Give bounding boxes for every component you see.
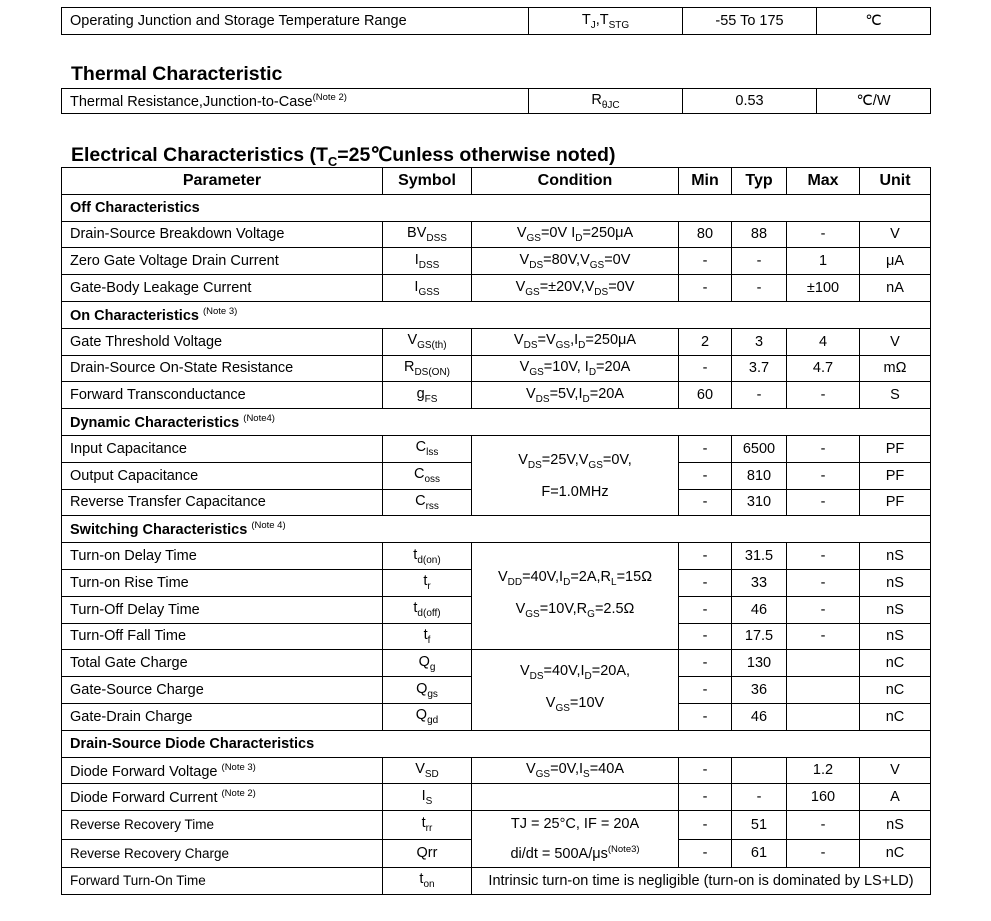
symbol-cell: $t_f$	[383, 623, 472, 650]
parameter-cell: Drain-Source Breakdown Voltage	[62, 221, 383, 248]
condition-cell: Intrinsic turn-on time is negligible (turn-on is dominated by LS+LD)	[472, 867, 931, 894]
min-cell: -	[679, 489, 732, 516]
typ-cell: 51	[732, 811, 787, 839]
min-cell: -	[679, 569, 732, 596]
typ-cell: 310	[732, 489, 787, 516]
min-cell: -	[679, 543, 732, 570]
typ-cell: -	[732, 784, 787, 811]
symbol-cell: $t_{d(off)}$	[383, 596, 472, 623]
symbol-cell: $Q_{gd}$	[383, 703, 472, 730]
parameter-cell: Reverse Recovery Time	[62, 811, 383, 839]
unit-cell: nS	[860, 623, 931, 650]
condition-cell: $V_{DS}=5V,I_D=20A$	[472, 382, 679, 409]
typ-cell: -	[732, 275, 787, 302]
typ-cell: 130	[732, 650, 787, 677]
condition-cell: $V_{DS}=80V,V_{GS}=0V$	[472, 248, 679, 275]
electrical-heading: Electrical Characteristics ($T_C=25℃unless$ otherwise noted)	[71, 144, 616, 169]
parameter-cell: Diode Forward Current $^{(Note 2)}$	[62, 784, 383, 811]
min-cell: 80	[679, 221, 732, 248]
parameter-cell: Turn-on Rise Time	[62, 569, 383, 596]
min-cell: -	[679, 811, 732, 839]
table-row	[62, 543, 931, 570]
typ-cell: 61	[732, 839, 787, 867]
condition-cell: $V_{DD}=40V,I_D=2A,R_L=15\Omega$ $V_{GS}=10V,R_G=2.5\Omega$	[472, 543, 679, 650]
symbol-cell: $R_{DS(ON)}$	[383, 355, 472, 382]
unit-cell: mΩ	[860, 355, 931, 382]
max-cell: -	[787, 382, 860, 409]
symbol-cell: Qrr	[383, 839, 472, 867]
unit-cell: S	[860, 382, 931, 409]
min-cell: -	[679, 784, 732, 811]
electrical-table	[61, 167, 931, 895]
parameter-cell: Gate-Body Leakage Current	[62, 275, 383, 302]
min-cell: -	[679, 623, 732, 650]
max-cell: -	[787, 623, 860, 650]
header-max: Max	[787, 168, 860, 195]
parameter-cell: Zero Gate Voltage Drain Current	[62, 248, 383, 275]
min-cell: -	[679, 650, 732, 677]
unit-cell: PF	[860, 489, 931, 516]
value-cell: -55 To 175	[683, 8, 817, 35]
parameter-cell: Forward Turn-On Time	[62, 867, 383, 894]
symbol-cell: $t_{d(on)}$	[383, 543, 472, 570]
symbol-cell: $C_{rss}$	[383, 489, 472, 516]
table-row	[62, 355, 931, 382]
symbol-cell: $V_{GS(th)}$	[383, 328, 472, 355]
typ-cell: 31.5	[732, 543, 787, 570]
max-cell: 4	[787, 328, 860, 355]
max-cell: ±100	[787, 275, 860, 302]
table-row	[62, 757, 931, 784]
max-cell: -	[787, 543, 860, 570]
min-cell: -	[679, 839, 732, 867]
table-row	[62, 8, 931, 35]
min-cell: 2	[679, 328, 732, 355]
parameter-cell: Operating Junction and Storage Temperature Range	[62, 8, 529, 35]
parameter-cell: Drain-Source On-State Resistance	[62, 355, 383, 382]
max-cell: -	[787, 811, 860, 839]
symbol-cell: $I_{DSS}$	[383, 248, 472, 275]
header-typ: Typ	[732, 168, 787, 195]
condition-cell: TJ = 25°C, IF = 20A $di/dt = 500A/\mu s^{(Note3)}$	[472, 811, 679, 868]
typ-cell: 810	[732, 462, 787, 489]
condition-cell: $V_{GS}=0V,I_S=40A$	[472, 757, 679, 784]
table-row	[62, 328, 931, 355]
header-parameter: Parameter	[62, 168, 383, 195]
condition-cell: $V_{DS}=40V,I_D=20A$, $V_{GS}=10V$	[472, 650, 679, 730]
symbol-cell: $g_{FS}$	[383, 382, 472, 409]
unit-cell: nC	[860, 677, 931, 704]
parameter-cell: Gate-Drain Charge	[62, 703, 383, 730]
table-row	[62, 248, 931, 275]
section-row	[62, 194, 931, 221]
parameter-cell: Turn-Off Delay Time	[62, 596, 383, 623]
max-cell: -	[787, 489, 860, 516]
unit-cell: nS	[860, 596, 931, 623]
section-title: Dynamic Characteristics $^{(Note4)}$	[62, 409, 931, 436]
unit-cell: nS	[860, 569, 931, 596]
unit-cell: V	[860, 328, 931, 355]
parameter-cell: Forward Transconductance	[62, 382, 383, 409]
thermal-table	[61, 88, 931, 114]
typ-cell: -	[732, 248, 787, 275]
max-cell: -	[787, 569, 860, 596]
symbol-cell: $C_{oss}$	[383, 462, 472, 489]
unit-cell: PF	[860, 462, 931, 489]
table-row	[62, 784, 931, 811]
header-unit: Unit	[860, 168, 931, 195]
header-min: Min	[679, 168, 732, 195]
table-row	[62, 811, 931, 839]
section-row	[62, 409, 931, 436]
section-row	[62, 516, 931, 543]
typ-cell	[732, 757, 787, 784]
header-symbol: Symbol	[383, 168, 472, 195]
condition-cell	[472, 784, 679, 811]
parameter-cell: Gate Threshold Voltage	[62, 328, 383, 355]
typ-cell: 33	[732, 569, 787, 596]
unit-cell: ℃	[817, 8, 931, 35]
symbol-cell: $V_{SD}$	[383, 757, 472, 784]
section-row	[62, 301, 931, 328]
thermal-heading: Thermal Characteristic	[71, 63, 283, 85]
max-cell	[787, 650, 860, 677]
typ-cell: 3	[732, 328, 787, 355]
max-cell: -	[787, 596, 860, 623]
parameter-cell: Gate-Source Charge	[62, 677, 383, 704]
table-row	[62, 89, 931, 114]
unit-cell: nS	[860, 543, 931, 570]
typ-cell: 36	[732, 677, 787, 704]
table-row	[62, 275, 931, 302]
max-cell: 160	[787, 784, 860, 811]
parameter-cell: Reverse Recovery Charge	[62, 839, 383, 867]
symbol-cell: $T_J,T_{STG}$	[529, 8, 683, 35]
max-cell: -	[787, 435, 860, 462]
table-row	[62, 221, 931, 248]
min-cell: -	[679, 757, 732, 784]
unit-cell: nC	[860, 703, 931, 730]
section-row	[62, 730, 931, 757]
unit-cell: V	[860, 221, 931, 248]
condition-cell: $V_{GS}=10V$, $I_D=20A$	[472, 355, 679, 382]
max-cell	[787, 703, 860, 730]
unit-cell: PF	[860, 435, 931, 462]
section-title: Switching Characteristics $^{(Note 4)}$	[62, 516, 931, 543]
section-title: Drain-Source Diode Characteristics	[62, 730, 931, 757]
condition-cell: $V_{GS}=\pm 20V,V_{DS}=0V$	[472, 275, 679, 302]
symbol-cell: $R_{\theta JC}$	[529, 89, 683, 114]
symbol-cell: $Q_{gs}$	[383, 677, 472, 704]
symbol-cell: $I_S$	[383, 784, 472, 811]
min-cell: -	[679, 596, 732, 623]
section-title: Off Characteristics	[62, 194, 931, 221]
table-row	[62, 650, 931, 677]
typ-cell: 46	[732, 703, 787, 730]
typ-cell: 17.5	[732, 623, 787, 650]
section-title: On Characteristics $^{(Note 3)}$	[62, 301, 931, 328]
header-row	[62, 168, 931, 195]
min-cell: -	[679, 275, 732, 302]
parameter-cell: Turn-Off Fall Time	[62, 623, 383, 650]
min-cell: -	[679, 355, 732, 382]
symbol-cell: $t_{on}$	[383, 867, 472, 894]
min-cell: -	[679, 462, 732, 489]
typ-cell: 88	[732, 221, 787, 248]
symbol-cell: $t_r$	[383, 569, 472, 596]
min-cell: 60	[679, 382, 732, 409]
parameter-cell: Output Capacitance	[62, 462, 383, 489]
temperature-range-table	[61, 7, 931, 35]
symbol-cell: $C_{lss}$	[383, 435, 472, 462]
unit-cell: nS	[860, 811, 931, 839]
parameter-cell: Diode Forward Voltage $^{(Note 3)}$	[62, 757, 383, 784]
unit-cell: ℃/W	[817, 89, 931, 114]
max-cell	[787, 677, 860, 704]
min-cell: -	[679, 703, 732, 730]
condition-cell: $V_{GS}=0V$ $I_D=250\mu A$	[472, 221, 679, 248]
header-condition: Condition	[472, 168, 679, 195]
max-cell: 1	[787, 248, 860, 275]
symbol-cell: $t_{rr}$	[383, 811, 472, 839]
max-cell: -	[787, 221, 860, 248]
min-cell: -	[679, 677, 732, 704]
symbol-cell: $I_{GSS}$	[383, 275, 472, 302]
parameter-cell: Turn-on Delay Time	[62, 543, 383, 570]
unit-cell: nC	[860, 650, 931, 677]
parameter-cell: Reverse Transfer Capacitance	[62, 489, 383, 516]
unit-cell: nA	[860, 275, 931, 302]
unit-cell: nC	[860, 839, 931, 867]
value-cell: 0.53	[683, 89, 817, 114]
unit-cell: μA	[860, 248, 931, 275]
min-cell: -	[679, 435, 732, 462]
symbol-cell: $Q_g$	[383, 650, 472, 677]
unit-cell: A	[860, 784, 931, 811]
typ-cell: 6500	[732, 435, 787, 462]
parameter-cell: Input Capacitance	[62, 435, 383, 462]
min-cell: -	[679, 248, 732, 275]
condition-cell: $V_{DS}=25V,V_{GS}=0V$, F=1.0MHz	[472, 435, 679, 515]
typ-cell: -	[732, 382, 787, 409]
unit-cell: V	[860, 757, 931, 784]
condition-cell: $V_{DS}=V_{GS},I_D=250\mu A$	[472, 328, 679, 355]
max-cell: 4.7	[787, 355, 860, 382]
typ-cell: 46	[732, 596, 787, 623]
max-cell: 1.2	[787, 757, 860, 784]
typ-cell: 3.7	[732, 355, 787, 382]
max-cell: -	[787, 839, 860, 867]
table-row	[62, 867, 931, 894]
table-row	[62, 382, 931, 409]
max-cell: -	[787, 462, 860, 489]
symbol-cell: $BV_{DSS}$	[383, 221, 472, 248]
parameter-cell: Total Gate Charge	[62, 650, 383, 677]
parameter-cell: Thermal Resistance,Junction-to-Case$^{(Note 2)}$	[62, 89, 529, 114]
table-row	[62, 435, 931, 462]
